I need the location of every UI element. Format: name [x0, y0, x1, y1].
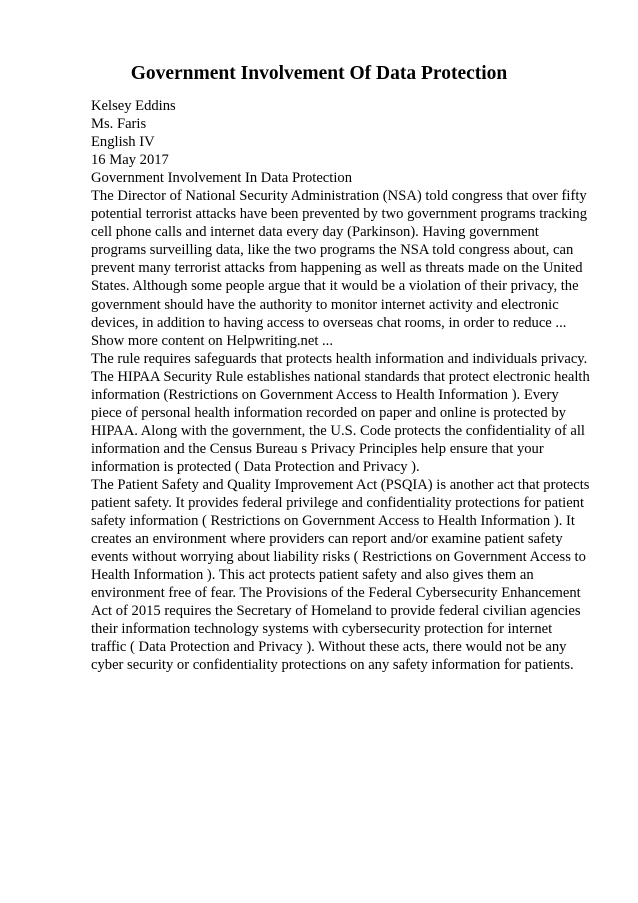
show-more-link[interactable]: Show more content on Helpwriting.net ...	[91, 332, 333, 349]
paragraph-line: The HIPAA Security Rule establishes national standards that protect electronic health	[91, 368, 590, 385]
paragraph-line: creates an environment where providers can report and/or examine patient safety	[91, 531, 563, 548]
teacher-name: Ms. Faris	[91, 116, 147, 133]
paragraph-line: traffic ( Data Protection and Privacy ). Without these acts, there would not be any	[91, 639, 567, 656]
paragraph-line: The rule requires safeguards that protects health information and individuals privacy.	[91, 350, 588, 367]
paragraph-line: environment free of fear. The Provisions of the Federal Cybersecurity Enhancement	[91, 585, 581, 602]
paragraph-line: cell phone calls and internet data every day (Parkinson). Having government	[91, 224, 539, 241]
paragraph-line: potential terrorist attacks have been prevented by two government programs tracking	[91, 206, 588, 223]
paragraph-line: The Patient Safety and Quality Improvement Act (PSQIA) is another act that protects	[91, 476, 590, 493]
paragraph-line: safety information ( Restrictions on Government Access to Health Information ). It	[91, 513, 575, 530]
document-date: 16 May 2017	[91, 152, 169, 169]
essay-title: Government Involvement In Data Protection	[91, 170, 352, 187]
paragraph-line: States. Although some people argue that it would be a violation of their privacy, the	[91, 278, 579, 295]
document-body	[91, 97, 591, 675]
paragraph-line: Health Information ). This act protects patient safety and also gives them an	[91, 567, 534, 584]
paragraph-2	[91, 350, 591, 476]
paragraph-1	[91, 187, 591, 349]
paragraph-3	[91, 476, 591, 675]
paragraph-line: their information technology systems with cybersecurity protection for internet	[91, 621, 553, 638]
paragraph-line: prevent many terrorist attacks from happening as well as threats made on the United	[91, 260, 583, 277]
course-name: English IV	[91, 134, 155, 151]
paragraph-line: The Director of National Security Administration (NSA) told congress that over fifty	[91, 188, 587, 205]
paragraph-line: patient safety. It provides federal privilege and confidentiality protections for patient	[91, 495, 585, 512]
paragraph-line: information (Restrictions on Government Access to Health Information ). Every	[91, 386, 559, 403]
paragraph-line: programs surveilling data, like the two programs the NSA told congress about, can	[91, 242, 574, 259]
paragraph-line: information is protected ( Data Protection and Privacy ).	[91, 458, 420, 475]
paragraph-line: piece of personal health information recorded on paper and online is protected by	[91, 404, 566, 421]
paragraph-line: cyber security or confidentiality protections on any safety information for patients.	[91, 657, 574, 674]
paragraph-line: HIPAA. Along with the government, the U.S. Code protects the confidentiality of all	[91, 422, 585, 439]
paragraph-line: information and the Census Bureau s Privacy Principles help ensure that your	[91, 440, 544, 457]
paragraph-line: events without worrying about liability risks ( Restrictions on Government Access to	[91, 549, 586, 566]
document-title: Government Involvement Of Data Protection	[130, 63, 508, 84]
author-name: Kelsey Eddins	[91, 98, 176, 114]
paragraph-line: Act of 2015 requires the Secretary of Homeland to provide federal civilian agencies	[91, 603, 581, 620]
paragraph-line: devices, in addition to having access to overseas chat rooms, in order to reduce ...	[91, 314, 567, 331]
paragraph-line: government should have the authority to monitor internet activity and electronic	[91, 296, 559, 313]
